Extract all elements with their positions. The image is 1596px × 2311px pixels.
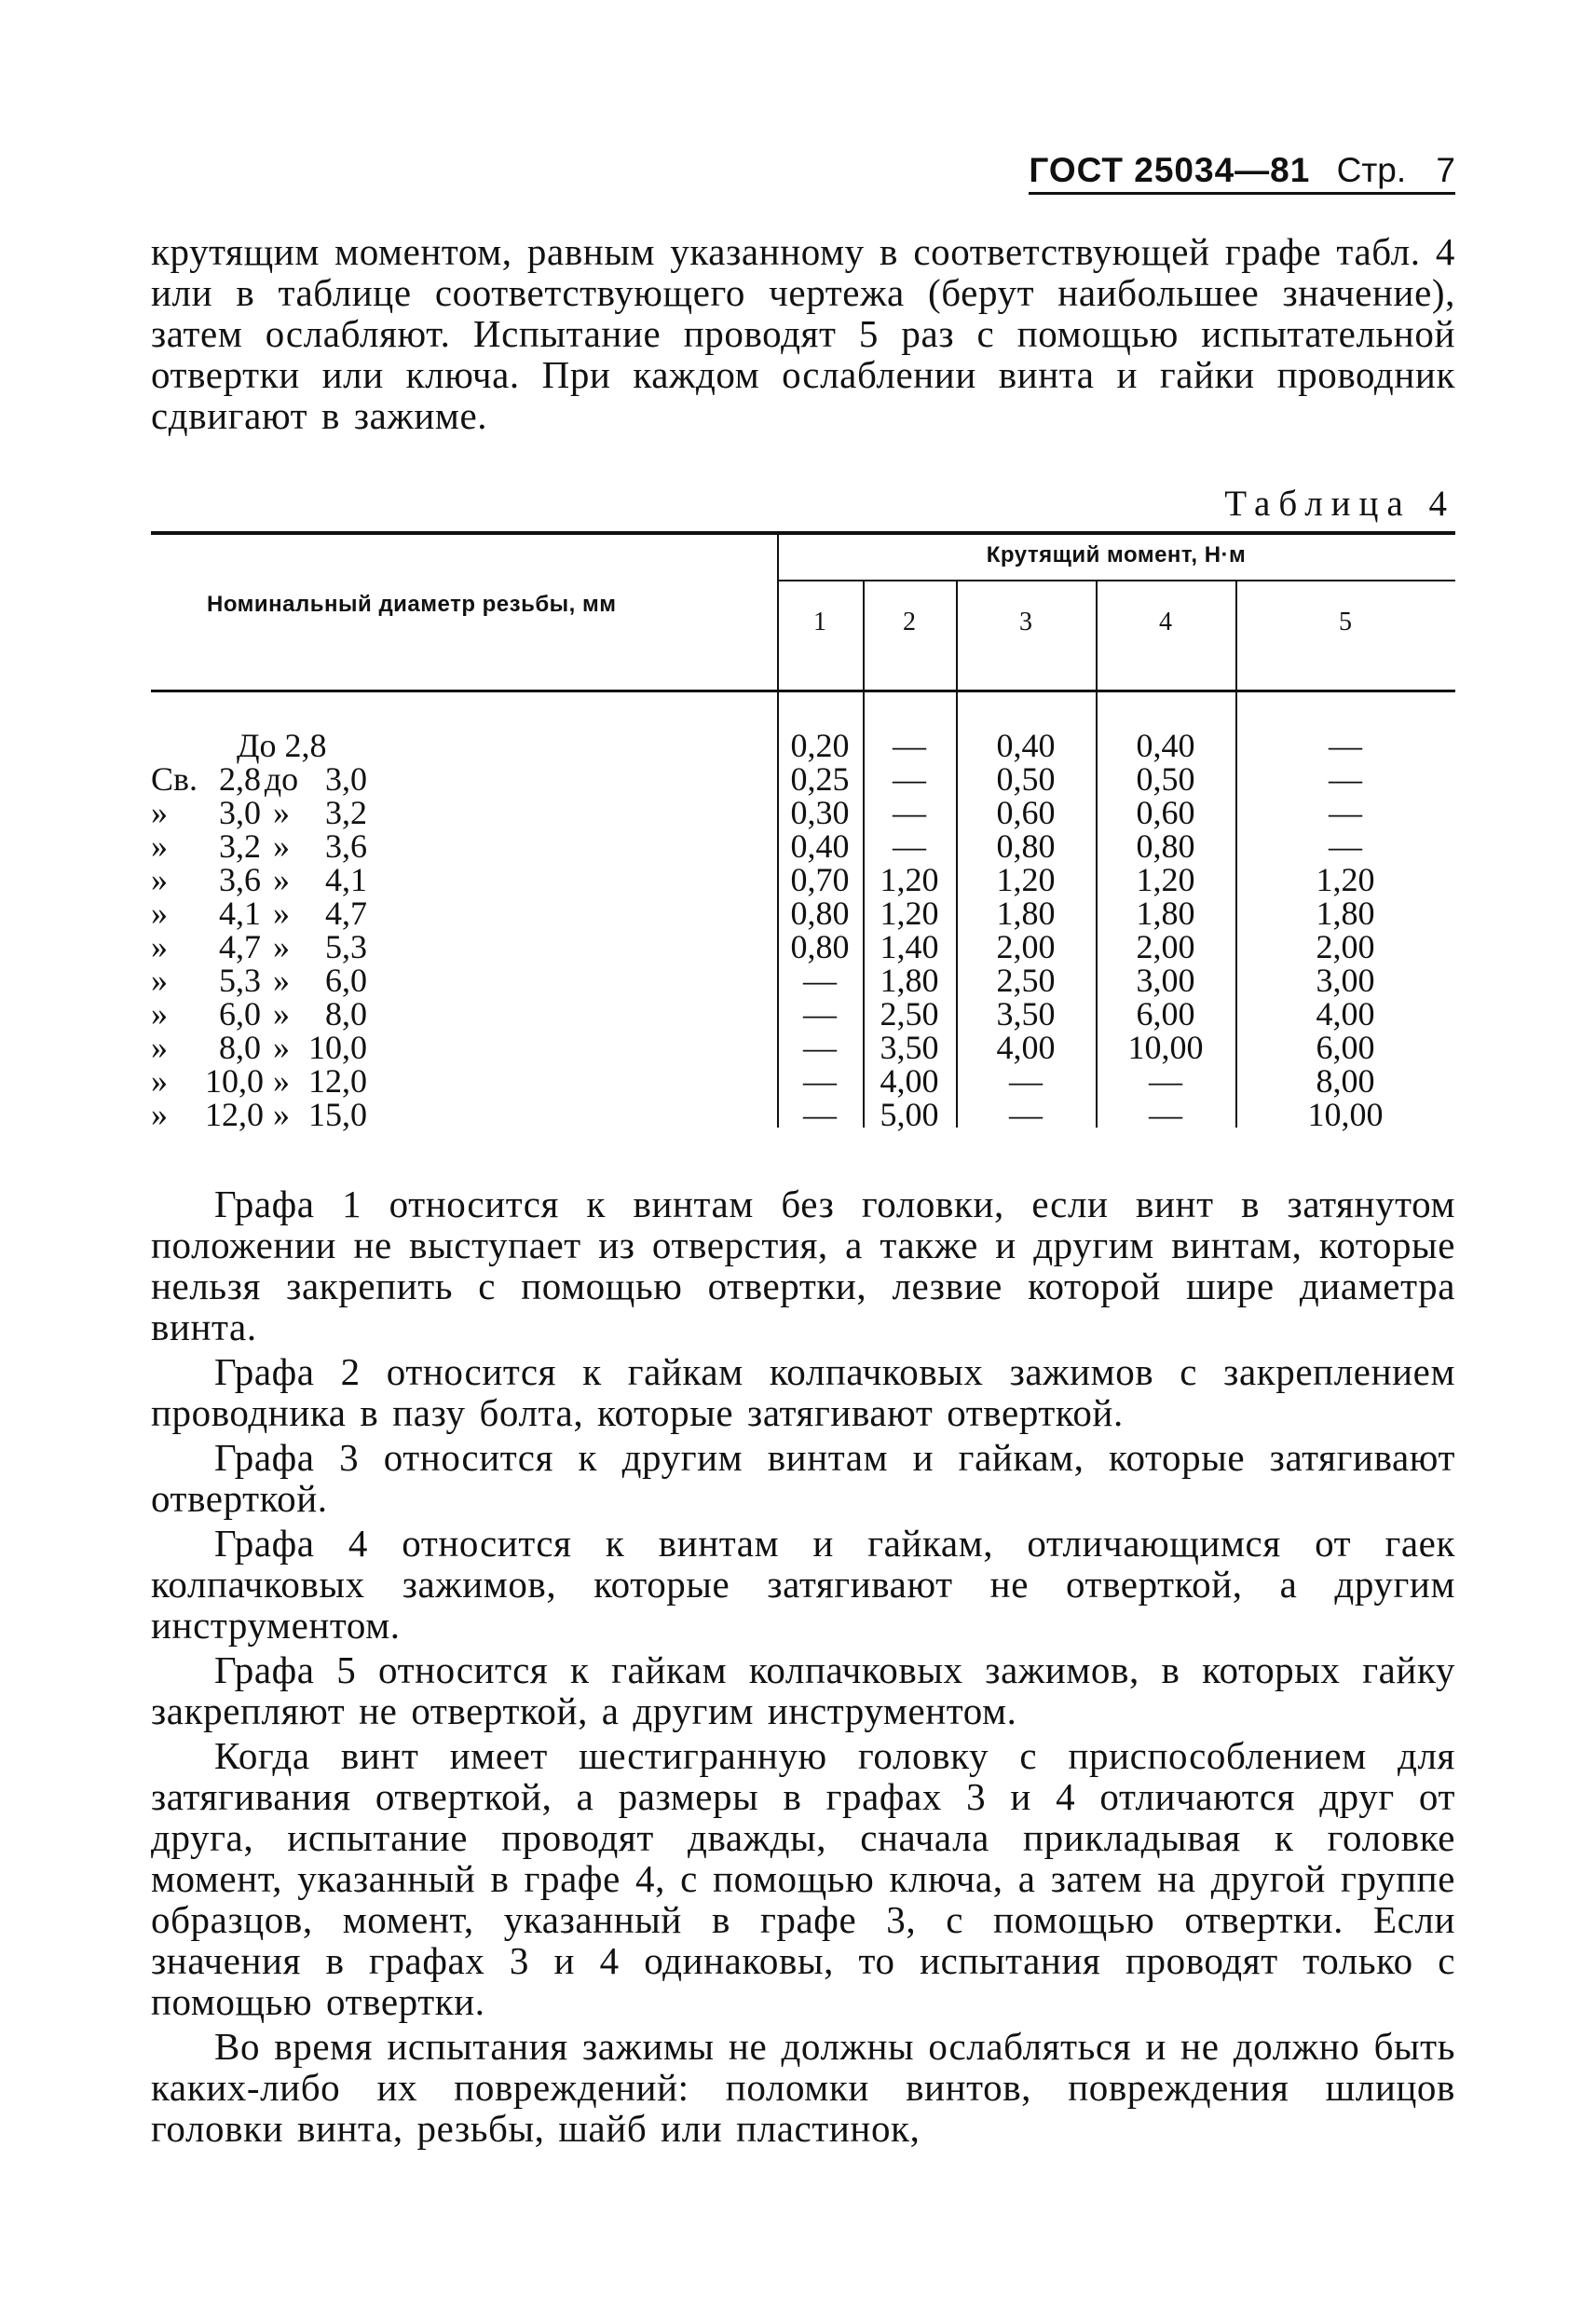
row-label <box>151 1064 367 1098</box>
table-cell: 1,20 <box>1136 861 1195 898</box>
table-cell: 0,80 <box>790 928 850 965</box>
page-header <box>1029 151 1455 195</box>
row-label-mid: » <box>273 962 290 999</box>
table-cell: — <box>803 962 837 999</box>
row-label-mid: » <box>273 928 290 965</box>
table-cell: — <box>803 995 837 1032</box>
row-label-b: 3,6 <box>325 827 367 865</box>
row-label-b: 3,0 <box>325 760 367 798</box>
row-label-a: 8,0 <box>219 1029 261 1066</box>
body-text <box>151 1183 1455 2153</box>
row-label-mid: » <box>273 1029 290 1066</box>
table-cell: 6,00 <box>1316 1029 1375 1066</box>
table-cell: 0,40 <box>996 727 1056 764</box>
row-label-pre: » <box>151 794 168 831</box>
row-label-b: 12,0 <box>308 1062 367 1100</box>
table-cell: 4,00 <box>1316 995 1375 1032</box>
row-label <box>151 964 367 997</box>
row-header: Номинальный диаметр резьбы, мм <box>207 592 617 617</box>
row-label-mid: до <box>264 760 299 798</box>
table-cell: — <box>893 760 926 798</box>
row-label-pre: » <box>151 1062 168 1100</box>
table-cell: 2,50 <box>996 962 1056 999</box>
table-cell: 1,20 <box>1316 861 1375 898</box>
row-label <box>151 829 367 863</box>
row-label-pre: Св. <box>151 760 198 798</box>
row-label <box>151 762 367 796</box>
paragraph: Во время испытания зажимы не должны ослабляться и не должно быть каких-либо их повреждений: поломки винтов, повреждения шлицов головки винта, резьбы, шайб или пластинок, <box>151 2025 1455 2150</box>
row-label-a: 3,6 <box>219 861 261 898</box>
row-label-a: 12,0 <box>205 1096 264 1133</box>
paragraph: Графа 4 относится к винтам и гайкам, отличающимся от гаек колпачковых зажимов, которые затягивают не отверткой, а другим инструментом. <box>151 1522 1455 1647</box>
table-cell: 0,50 <box>1136 760 1195 798</box>
row-label-mid: » <box>273 794 290 831</box>
table-cell: — <box>1149 1062 1182 1100</box>
table-cell: 1,40 <box>880 928 939 965</box>
row-label-b: 3,2 <box>325 794 367 831</box>
row-label <box>151 863 367 896</box>
table-cell: — <box>1329 727 1362 764</box>
row-label-b: 4,1 <box>325 861 367 898</box>
row-label <box>151 1098 367 1131</box>
table-cell: 1,20 <box>880 861 939 898</box>
table-cell: 0,30 <box>790 794 850 831</box>
row-label <box>151 729 327 762</box>
paragraph: Графа 3 относится к другим винтам и гайкам, которые затягивают отверткой. <box>151 1436 1455 1520</box>
row-label-b: 10,0 <box>308 1029 367 1066</box>
table-caption: Таблица 4 <box>1224 484 1455 524</box>
row-label <box>151 997 367 1031</box>
table-cell: 3,00 <box>1316 962 1375 999</box>
table-cell: 3,00 <box>1136 962 1195 999</box>
row-label-pre: » <box>151 962 168 999</box>
row-label-a: 4,7 <box>219 928 261 965</box>
row-label-pre: » <box>151 827 168 865</box>
table-cell: 2,00 <box>1136 928 1195 965</box>
row-label-a: 5,3 <box>219 962 261 999</box>
row-label-b: 4,7 <box>325 895 367 932</box>
table-cell: 3,50 <box>996 995 1056 1032</box>
table-cell: 0,60 <box>1136 794 1195 831</box>
row-label-b: 8,0 <box>325 995 367 1032</box>
row-label-mid: » <box>273 861 290 898</box>
table-cell: 0,20 <box>790 727 850 764</box>
table-cell: 5,00 <box>880 1096 939 1133</box>
table-cell: 0,40 <box>790 827 850 865</box>
table-cell: — <box>1329 794 1362 831</box>
row-label-pre: » <box>151 1029 168 1066</box>
table-cell: 2,00 <box>1316 928 1375 965</box>
table-cell: 0,40 <box>1136 727 1195 764</box>
row-label-pre: » <box>151 1096 168 1133</box>
row-label <box>151 796 367 829</box>
row-label-a: 3,2 <box>219 827 261 865</box>
row-label <box>151 1031 367 1064</box>
table-cell: 4,00 <box>996 1029 1056 1066</box>
row-label-b: 5,3 <box>325 928 367 965</box>
table-cell: 8,00 <box>1316 1062 1375 1100</box>
row-label-a: 3,0 <box>219 794 261 831</box>
row-label-b: 6,0 <box>325 962 367 999</box>
table-cell: 0,70 <box>790 861 850 898</box>
row-label-mid: » <box>273 995 290 1032</box>
row-label-pre: » <box>151 861 168 898</box>
table-cell: 2,00 <box>996 928 1056 965</box>
table-cell: 10,00 <box>1307 1096 1384 1133</box>
column-number: 1 <box>813 608 826 636</box>
row-label-pre: » <box>151 928 168 965</box>
table-cell: — <box>893 827 926 865</box>
page-number: 7 <box>1436 151 1455 189</box>
table-cell: 1,80 <box>996 895 1056 932</box>
table-cell: 1,80 <box>1136 895 1195 932</box>
page-label: Стр. <box>1336 151 1407 189</box>
row-label-a: 2,8 <box>219 760 261 798</box>
table-cell: 3,50 <box>880 1029 939 1066</box>
table-cell: — <box>893 727 926 764</box>
table-cell: — <box>1149 1096 1182 1133</box>
table-cell: 1,20 <box>880 895 939 932</box>
table-top-rule <box>151 531 1455 535</box>
row-label-mid: » <box>273 1062 290 1100</box>
table-cell: — <box>893 794 926 831</box>
table-cell: 1,80 <box>880 962 939 999</box>
table-cell: — <box>1009 1096 1043 1133</box>
row-label-mid: » <box>273 895 290 932</box>
row-label-pre: » <box>151 895 168 932</box>
torque-table <box>151 531 1455 1133</box>
group-header: Крутящий момент, Н·м <box>986 542 1247 567</box>
table-cell: 0,80 <box>996 827 1056 865</box>
table-cell: 4,00 <box>880 1062 939 1100</box>
table-cell: — <box>803 1062 837 1100</box>
table-cell: 0,60 <box>996 794 1056 831</box>
column-number: 4 <box>1159 608 1172 636</box>
table-cell: — <box>1009 1062 1043 1100</box>
table-cell: — <box>803 1029 837 1066</box>
column-number: 2 <box>903 608 916 636</box>
table-header-rule <box>151 690 1455 692</box>
row-label-a: 10,0 <box>205 1062 264 1100</box>
row-label-mid: » <box>273 827 290 865</box>
row-label-mid: » <box>273 1096 290 1133</box>
row-label-a: 4,1 <box>219 895 261 932</box>
paragraph: Графа 1 относится к винтам без головки, если винт в затянутом положении не выступает из отверстия, а также и другим винтам, которые нельзя закрепить с помощью отвертки, лезвие которой шире диаметра винта. <box>151 1183 1455 1348</box>
table-cell: 0,25 <box>790 760 850 798</box>
row-label <box>151 930 367 964</box>
table-cell: 0,80 <box>1136 827 1195 865</box>
row-label-b: 15,0 <box>308 1096 367 1133</box>
row-label-pre: » <box>151 995 168 1032</box>
paragraph: Когда винт имеет шестигранную головку с приспособлением для затягивания отверткой, а размеры в графах 3 и 4 отличаются друг от друга, испытание проводят дважды, сначала прикладывая к головке момент, указанный в графе 4, с помощью ключа, а затем на другой группе образцов, момент, указанный в графе 3, с помощью отвертки. Если значения в графах 3 и 4 одинаковы, то испытания проводят только с помощью отвертки. <box>151 1734 1455 2023</box>
table-cell: 1,80 <box>1316 895 1375 932</box>
row-label-text: До 2,8 <box>237 727 327 764</box>
table-cell: 1,20 <box>996 861 1056 898</box>
table-cell: — <box>1329 827 1362 865</box>
column-number: 3 <box>1019 608 1032 636</box>
table-cell: 10,00 <box>1127 1029 1204 1066</box>
table-subheader-rule <box>777 580 1455 581</box>
table-cell: 2,50 <box>880 995 939 1032</box>
table-cell: 0,80 <box>790 895 850 932</box>
table-cell: — <box>1329 760 1362 798</box>
paragraph: Графа 5 относится к гайкам колпачковых зажимов, в которых гайку закрепляют не отверткой, а другим инструментом. <box>151 1648 1455 1732</box>
table-cell: — <box>803 1096 837 1133</box>
table-cell: 0,50 <box>996 760 1056 798</box>
paragraph: Графа 2 относится к гайкам колпачковых зажимов с закреплением проводника в пазу болта, которые затягивают отверткой. <box>151 1350 1455 1434</box>
row-label-a: 6,0 <box>219 995 261 1032</box>
table-cell: 6,00 <box>1136 995 1195 1032</box>
column-number: 5 <box>1339 608 1352 636</box>
standard-number: ГОСТ 25034—81 <box>1029 151 1311 189</box>
intro-paragraph: крутящим моментом, равным указанному в соответствующей графе табл. 4 или в таблице соответствующего чертежа (берут наибольшее значение), затем ослабляют. Испытание проводят 5 раз с помощью испытательной отвертки или ключа. При каждом ослаблении винта и гайки проводник сдвигают в зажиме. <box>151 230 1455 437</box>
row-label <box>151 896 367 930</box>
